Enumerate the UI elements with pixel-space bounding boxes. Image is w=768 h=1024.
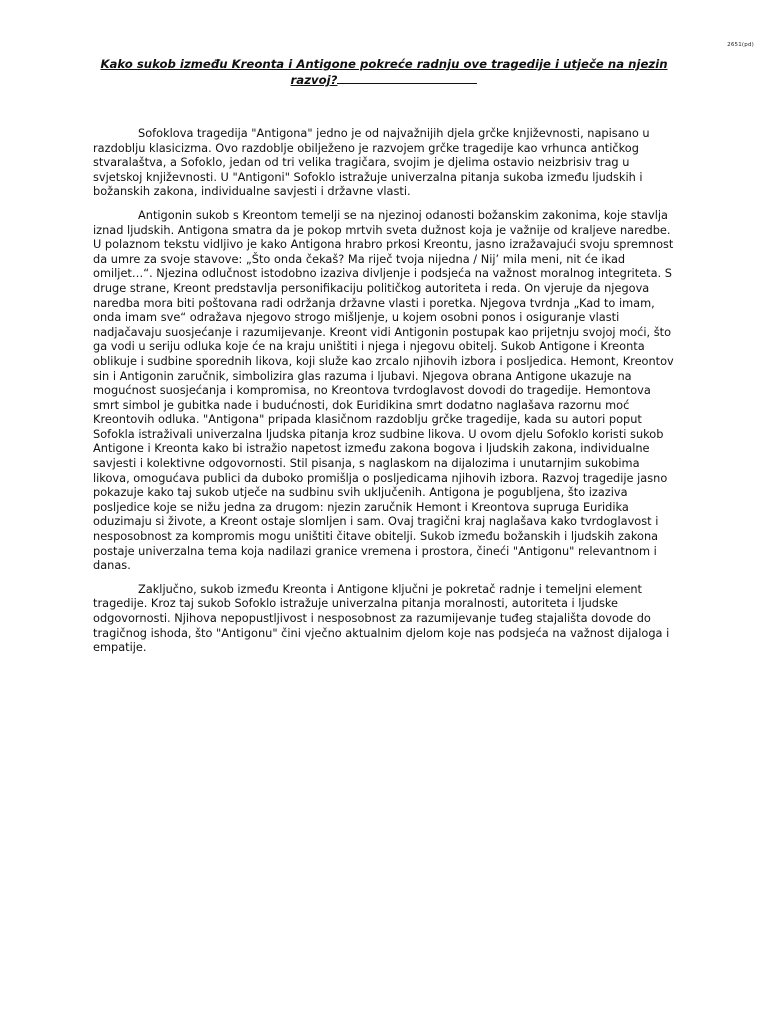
document-title xyxy=(92,57,676,88)
paragraph-main-body: Antigonin sukob s Kreontom temelji se na njezinoj odanosti božanskim zakonima, koje stavlja iznad ljudskih. Antigona smatra da je pokop mrtvih sveta dužnost koja je važnije od kraljeve naredbe. U polaznom tekstu vidljivo je kako Antigona hrabro prkosi Kreontu, jasno izražavajući svoju spremnost da umre za svoje stavove: „Što onda čekaš? Ma riječ tvoja nijedna / Nij’ mila meni, nit će ikad omiljet…“. Njezina odlučnost istodobno izaziva divljenje i podsjeća na važnost moralnog integriteta. S druge strane, Kreont predstavlja personifikaciju političkog autoriteta i reda. On vjeruje da njegova naredba mora biti poštovana radi održanja državne vlasti i poretka. Njegova tvrdnja „Kad to imam, onda imam sve“ odražava njegovo strogo mišljenje, u kojem osobni ponos i osiguranje vlasti nadjačavaju suosjećanje i razumijevanje. Kreont vidi Antigonin postupak kao prijetnju svojoj moći, što ga vodi u seriju odluka koje će na kraju uništiti i njega i njegovu obitelj. Sukob Antigone i Kreonta oblikuje i sudbine sporednih likova, koji služe kao zrcalo njihovih izbora i posljedica. Hemont, Kreontov sin i Antigonin zaručnik, simbolizira glas razuma i ljubavi. Njegova obrana Antigone ukazuje na mogućnost suosjećanja i kompromisa, no Kreontova tvrdoglavost dovodi do tragedije. Hemontova smrt simbol je gubitka nade i budućnosti, dok Euridikina smrt dodatno naglašava razornu moć Kreontovih odluka. "Antigona" pripada klasičnom razdoblju grčke tragedije, kada su autori poput Sofokla istraživali univerzalna ljudska pitanja kroz sudbine likova. U ovom djelu Sofoklo koristi sukob Antigone i Kreonta kako bi istražio napetost između zakona bogova i ljudskih zakona, individualne savjesti i kolektivne odgovornosti. Stil pisanja, s naglaskom na dijalozima i unutarnjim sukobima likova, omogućava publici da duboko promišlja o posljedicama njihovih izbora. Razvoj tragedije jasno pokazuje kako taj sukob utječe na sudbinu svih uključenih. Antigona je pogubljena, što izaziva posljedice koje se nižu jedna za drugom: njezin zaručnik Hemont i Kreontova supruga Euridika oduzimaju si živote, a Kreont ostaje slomljen i sam. Ovaj tragični kraj naglašava kako tvrdoglavost i nesposobnost za kompromis mogu uništiti čitave obitelji. Sukob između božanskih i ljudskih zakona postaje univerzalna tema koja nadilazi granice vremena i prostora, čineći "Antigonu" relevantnom i danas. xyxy=(93,207,674,573)
title-underline-extension xyxy=(337,72,477,84)
document-title-text: Kako sukob između Kreonta i Antigone pokreće radnju ove tragedije i utječe na njezin razvoj? xyxy=(100,57,668,87)
corner-mark: 2651(pd) xyxy=(727,42,754,48)
paragraph-introduction: Sofoklova tragedija "Antigona" jedno je od najvažnijih djela grčke književnosti, napisano u razdoblju klasicizma. Ovo razdoblje obilježeno je razvojem grčke tragedije kao vrhunca antičkog stvaralaštva, a Sofoklo, jedan od tri velika tragičara, svojim je djelima ostavio neizbrisiv trag u svjetskoj književnosti. U "Antigoni" Sofoklo istražuje univerzalna pitanja sukoba između ljudskih i božanskih zakona, individualne savjesti i državne vlasti. xyxy=(93,126,650,199)
document-body xyxy=(93,126,676,664)
paragraph-conclusion: Zaključno, sukob između Kreonta i Antigone ključni je pokretač radnje i temeljni element tragedije. Kroz taj sukob Sofoklo istražuje univerzalna pitanja moralnosti, autoriteta i ljudske odgovornosti. Njihova nepopustljivost i nesposobnost za razumijevanje tuđeg stajališta dovode do tragičnog ishoda, što "Antigonu" čini vječno aktualnim djelom koje nas podsjeća na važnost dijaloga i empatije. xyxy=(93,581,670,655)
